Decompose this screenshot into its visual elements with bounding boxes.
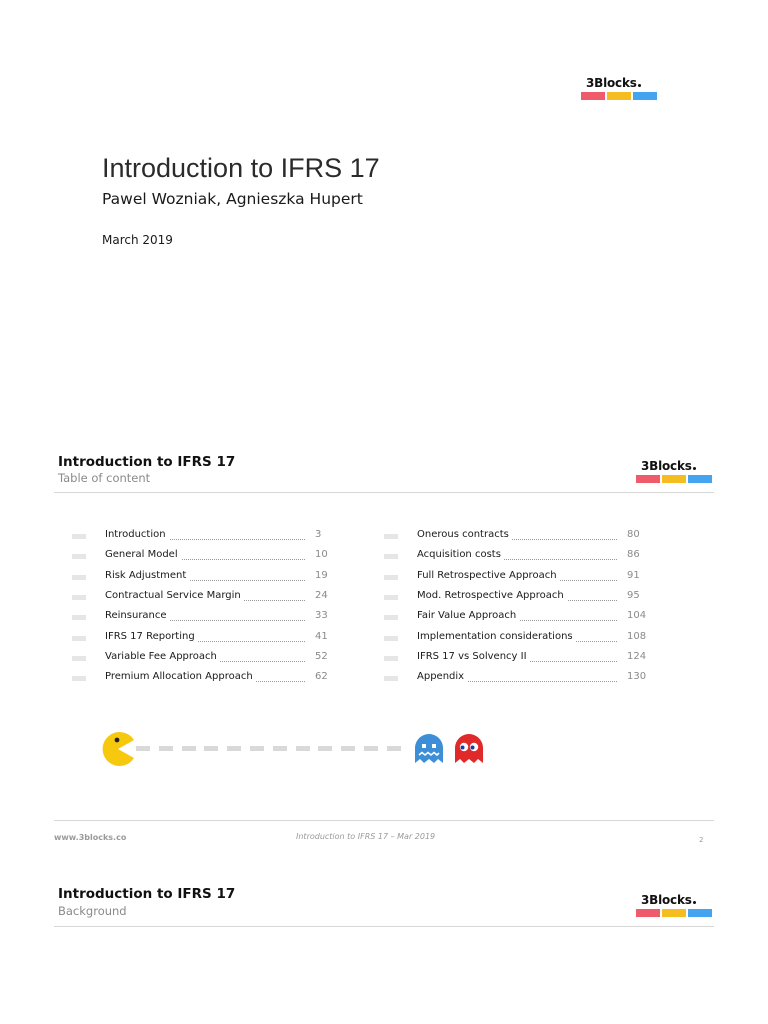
toc-entry-page: 19 — [315, 570, 328, 581]
toc-slide-subtitle: Table of content — [58, 471, 151, 485]
pellet-dash — [204, 746, 218, 751]
toc-entry-page: 124 — [627, 651, 647, 662]
toc-entry-page: 62 — [315, 671, 328, 682]
toc-entry-label: Full Retrospective Approach — [417, 570, 560, 581]
logo-bar-yellow — [662, 475, 686, 483]
toc-entry-label: Contractual Service Margin — [105, 590, 244, 601]
pellet-dash — [364, 746, 378, 751]
toc-entry[interactable] — [0, 651, 768, 665]
pacman-icon — [100, 731, 136, 767]
logo-bar-yellow — [662, 909, 686, 917]
pellet-dash — [296, 746, 310, 751]
toc-entry-page: 33 — [315, 610, 328, 621]
logo-bar-blue — [688, 909, 712, 917]
toc-entry-label: Variable Fee Approach — [105, 651, 220, 662]
presentation-title: Introduction to IFRS 17 — [102, 153, 380, 183]
toc-entry-label: Mod. Retrospective Approach — [417, 590, 567, 601]
footer-page-number: 2 — [699, 836, 704, 844]
toc-entry-label: Reinsurance — [105, 610, 170, 621]
toc-entry-page: 24 — [315, 590, 328, 601]
toc-entry-page: 3 — [315, 529, 322, 540]
pellet-dash — [182, 746, 196, 751]
toc-entry[interactable] — [0, 590, 768, 604]
pellet-dash — [387, 746, 401, 751]
background-slide-title: Introduction to IFRS 17 — [58, 886, 236, 902]
toc-entry-page: 10 — [315, 549, 328, 560]
toc-bullet — [384, 656, 398, 661]
logo-wordmark: 3Blocks — [586, 76, 657, 90]
toc-entry-label: Risk Adjustment — [105, 570, 189, 581]
pellet-dash — [273, 746, 287, 751]
logo-wordmark: 3Blocks — [641, 893, 712, 907]
toc-slide-logo — [636, 459, 712, 483]
toc-entry[interactable] — [0, 631, 768, 645]
footer-url[interactable]: www.3blocks.co — [54, 833, 127, 842]
toc-entry-page: 104 — [627, 610, 647, 621]
toc-entry-label: IFRS 17 vs Solvency II — [417, 651, 530, 662]
logo-bar-red — [581, 92, 605, 100]
pellet-dash — [227, 746, 241, 751]
presentation-date: March 2019 — [102, 233, 173, 247]
pellet-dash — [159, 746, 173, 751]
toc-bullet — [384, 676, 398, 681]
toc-entry-label: Onerous contracts — [417, 529, 512, 540]
toc-entry[interactable] — [0, 529, 768, 543]
red-ghost-icon — [453, 733, 485, 765]
blue-ghost-icon — [413, 733, 445, 765]
toc-entry-label: Premium Allocation Approach — [105, 671, 256, 682]
background-slide-subtitle: Background — [58, 904, 127, 918]
logo-bar-red — [636, 909, 660, 917]
header-divider — [54, 926, 714, 927]
toc-entry[interactable] — [0, 570, 768, 584]
toc-entry-label: IFRS 17 Reporting — [105, 631, 198, 642]
header-divider — [54, 492, 714, 493]
logo-bar-red — [636, 475, 660, 483]
toc-entry-page: 52 — [315, 651, 328, 662]
toc-entry-label: Implementation considerations — [417, 631, 576, 642]
toc-entry-label: Introduction — [105, 529, 169, 540]
toc-entry[interactable] — [0, 610, 768, 624]
toc-entry-page: 130 — [627, 671, 647, 682]
pellet-dash — [250, 746, 264, 751]
toc-bullet — [384, 575, 398, 580]
toc-entry-label: Appendix — [417, 671, 467, 682]
pellet-dash — [341, 746, 355, 751]
logo-color-bars — [636, 475, 712, 483]
background-slide-logo — [636, 893, 712, 917]
pellet-dash — [318, 746, 332, 751]
title-slide-logo — [581, 76, 657, 100]
toc-bullet — [384, 615, 398, 620]
footer-divider — [54, 820, 714, 821]
presentation-authors: Pawel Wozniak, Agnieszka Hupert — [102, 190, 363, 208]
toc-entry-label: General Model — [105, 549, 181, 560]
toc-entry[interactable] — [0, 549, 768, 563]
toc-bullet — [384, 595, 398, 600]
logo-bar-yellow — [607, 92, 631, 100]
toc-bullet — [384, 534, 398, 539]
toc-entry-page: 80 — [627, 529, 640, 540]
footer-title: Introduction to IFRS 17 – Mar 2019 — [296, 832, 436, 841]
toc-entry-page: 86 — [627, 549, 640, 560]
logo-color-bars — [636, 909, 712, 917]
toc-entry[interactable] — [0, 671, 768, 685]
pellet-dash — [136, 746, 150, 751]
toc-entry-page: 108 — [627, 631, 647, 642]
toc-slide-title: Introduction to IFRS 17 — [58, 454, 236, 470]
toc-entry-page: 95 — [627, 590, 640, 601]
toc-entry-page: 41 — [315, 631, 328, 642]
toc-entry-label: Acquisition costs — [417, 549, 504, 560]
logo-bar-blue — [633, 92, 657, 100]
toc-entry-label: Fair Value Approach — [417, 610, 519, 621]
logo-wordmark: 3Blocks — [641, 459, 712, 473]
toc-bullet — [384, 636, 398, 641]
toc-entry-page: 91 — [627, 570, 640, 581]
logo-color-bars — [581, 92, 657, 100]
toc-bullet — [384, 554, 398, 559]
logo-bar-blue — [688, 475, 712, 483]
